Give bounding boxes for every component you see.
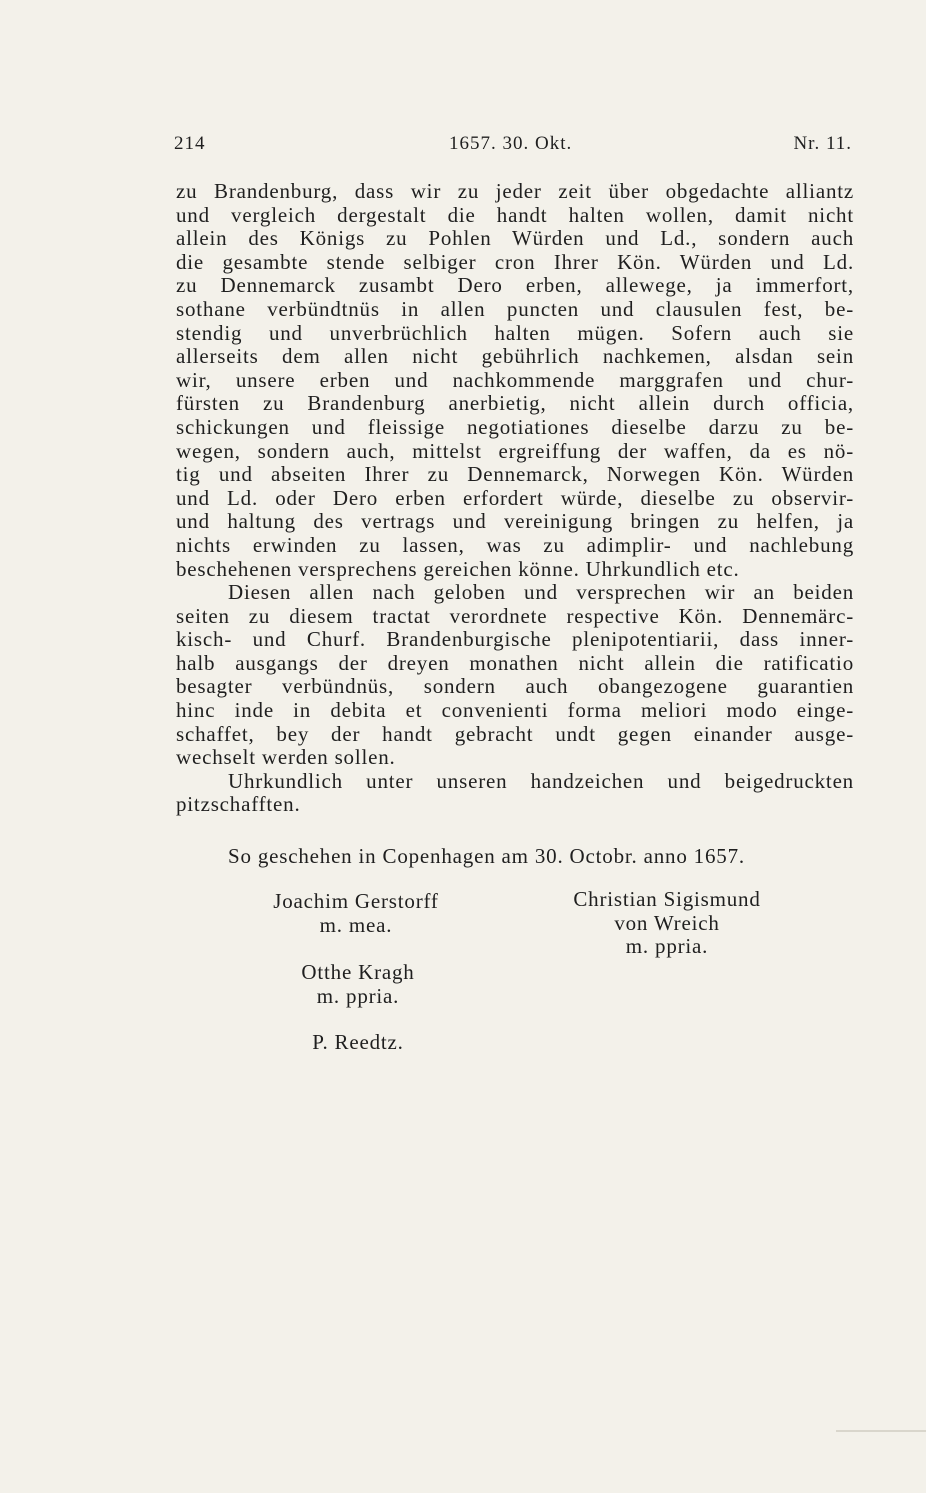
signature-gerstorff (258, 890, 454, 937)
text-line: zu Brandenburg, dass wir zu jeder zeit über obgedachte alliantz (176, 179, 854, 203)
text-line: zu Dennemarck zusambt Dero erben, allewege, ja immerfort, (176, 273, 854, 298)
text-line: Uhrkundlich unter unseren handzeichen und beigedruckten (228, 768, 854, 793)
text-line: seiten zu diesem tractat verordnete respective Kön. Dennemärc- (176, 603, 854, 628)
place-date-line: So geschehen in Copenhagen am 30. Octobr. anno 1657. (228, 844, 745, 868)
signatory-name: von Wreich (614, 910, 720, 935)
signature-kragh (278, 961, 438, 1008)
text-line: wegen, sondern auch, mittelst ergreiffung der waffen, da es nö- (176, 438, 854, 463)
text-line: und Ld. oder Dero erben erfordert würde, dieselbe zu observir- (176, 485, 854, 510)
text-line: tig und abseiten Ihrer zu Dennemarck, Norwegen Kön. Würden (176, 462, 854, 487)
text-line: und haltung des vertrags und vereinigung bringen zu helfen, ja (176, 509, 854, 534)
header-date: 1657. 30. Okt. (449, 133, 573, 154)
text-line: schickungen und fleissige negotiationes dieselbe darzu zu be- (176, 414, 854, 439)
text-line: stendig und unverbrüchlich halten mügen. Sofern auch sie (176, 320, 854, 345)
text-line: halb ausgangs der dreyen monathen nicht allein die ratificatio (176, 650, 854, 675)
signatory-name: P. Reedtz. (312, 1030, 404, 1054)
text-line: und vergleich dergestalt die handt halten wollen, damit nicht (176, 202, 854, 227)
page-edge-mark (836, 1430, 926, 1432)
body-text (176, 180, 854, 817)
text-line: schaffet, bey der handt gebracht undt gegen einander ausge- (176, 721, 854, 746)
text-line: wechselt werden sollen. (176, 745, 396, 770)
text-line: beschehenen versprechens gereichen könne. Uhrkundlich etc. (176, 556, 740, 581)
signatory-name: Christian Sigismund (573, 887, 761, 911)
text-line: hinc inde in debita et convenienti forma meliori modo einge- (176, 698, 854, 723)
signatory-mark: m. ppria. (316, 983, 400, 1008)
signatory-mark: m. mea. (319, 912, 393, 937)
signature-wreich (556, 888, 778, 959)
signatory-name: Joachim Gerstorff (273, 889, 439, 913)
document-number: Nr. 11. (793, 133, 852, 154)
text-line: kisch- und Churf. Brandenburgische plenipotentiarii, dass inner- (176, 627, 854, 652)
text-line: Diesen allen nach geloben und versprechen wir an beiden (228, 580, 854, 605)
text-line: pitzschafften. (176, 792, 301, 817)
text-line: besagter verbündnüs, sondern auch obangezogene guarantien (176, 674, 854, 699)
text-line: wir, unsere erben und nachkommende marggrafen und chur- (176, 367, 854, 392)
page-number: 214 (174, 133, 206, 154)
text-line: fürsten zu Brandenburg anerbietig, nicht allein durch officia, (176, 391, 854, 416)
signature-reedtz (290, 1031, 426, 1055)
text-line: allerseits dem allen nicht gebührlich nachkemen, alsdan sein (176, 344, 854, 369)
page-header (174, 133, 852, 159)
text-line: die gesambte stende selbiger cron Ihrer Kön. Würden und Ld. (176, 249, 854, 274)
text-line: sothane verbündtnüs in allen puncten und clausulen fest, be- (176, 296, 854, 321)
text-line: nichts erwinden zu lassen, was zu adimplir- und nachlebung (176, 532, 854, 557)
signatory-mark: m. ppria. (625, 934, 709, 959)
text-line: allein des Königs zu Pohlen Würden und Ld., sondern auch (176, 226, 854, 251)
signatory-name: Otthe Kragh (301, 960, 415, 984)
